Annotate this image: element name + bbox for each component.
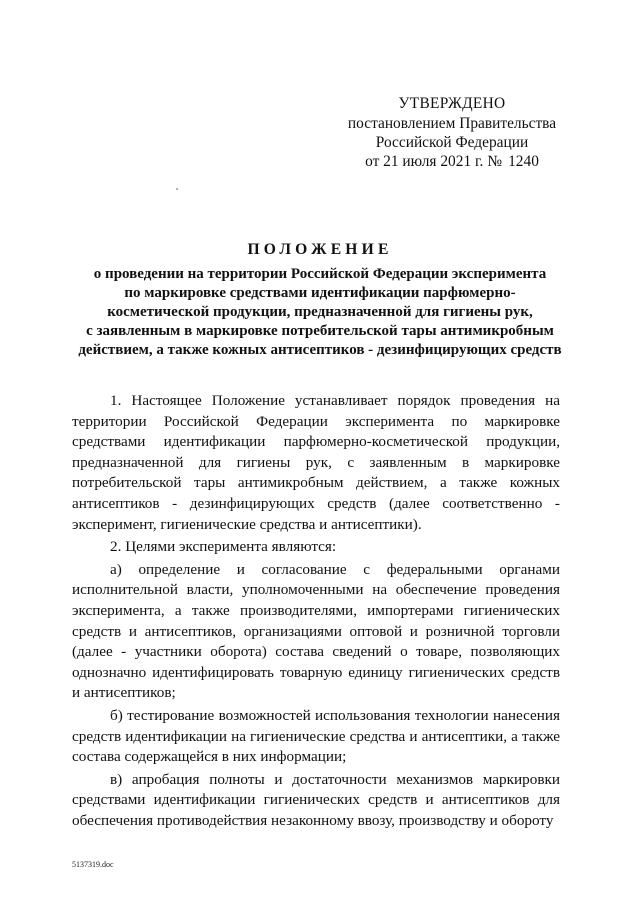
subtitle-line: о проведении на территории Российской Федерации эксперимента <box>93 266 547 282</box>
approval-number: 1240 <box>508 153 539 170</box>
subtitle-line: косметической продукции, предназначенной для гигиены рук, <box>107 304 533 320</box>
approval-block <box>330 94 574 171</box>
approval-line-1: постановлением Правительства <box>347 115 557 132</box>
paragraph-2a: а) определение и согласование с федеральными органами исполнительной власти, уполномоченными на обеспечение проведения эксперимента, а также производителями, импортерами гигиенических средств и антисептиков, организациями оптовой и розничной торговли (далее - участники оборота) состава сведений о товаре, позволяющих однозначно идентифицировать товарную единицу гигиенических средств и антисептиков; <box>72 560 560 702</box>
stray-mark <box>176 188 178 190</box>
paragraph-2c: в) апробация полноты и достаточности механизмов маркировки средствами идентификации гигиенических средств и антисептиков для обеспечения противодействия незаконному ввозу, производству и обороту <box>72 770 560 829</box>
paragraph-2: 2. Целями эксперимента являются: <box>110 538 337 556</box>
document-subtitle <box>70 265 570 360</box>
approval-date: от 21 июля 2021 г. <box>365 153 484 170</box>
approval-date-line <box>330 152 574 171</box>
document-body <box>72 391 560 831</box>
approval-heading: УТВЕРЖДЕНО <box>398 95 506 112</box>
file-reference: 5137319.doc <box>72 860 114 869</box>
subtitle-line: с заявленным в маркировке потребительской тары антимикробным <box>86 323 554 339</box>
paragraph-1: 1. Настоящее Положение устанавливает порядок проведения на территории Российской Федерации эксперимента по маркировке средствами идентификации парфюмерно-косметической продукции, предназначенной для гигиены рук, с заявленным в маркировке потребительской тары антимикробным действием, а также кожных антисептиков - дезинфицирующих средств (далее соответственно - эксперимент, гигиенические средства и антисептики). <box>72 392 560 533</box>
number-sign: № <box>487 153 503 170</box>
paragraph-2b: б) тестирование возможностей использования технологии нанесения средств идентификации на гигиенические средства и антисептики, а также состава содержащейся в них информации; <box>72 706 560 766</box>
subtitle-line: действием, а также кожных антисептиков - дезинфицирующих средств <box>78 342 562 358</box>
subtitle-line: по маркировке средствами идентификации парфюмерно- <box>124 285 516 301</box>
document-title: ПОЛОЖЕНИЕ <box>247 241 393 258</box>
approval-line-2: Российской Федерации <box>375 134 529 151</box>
